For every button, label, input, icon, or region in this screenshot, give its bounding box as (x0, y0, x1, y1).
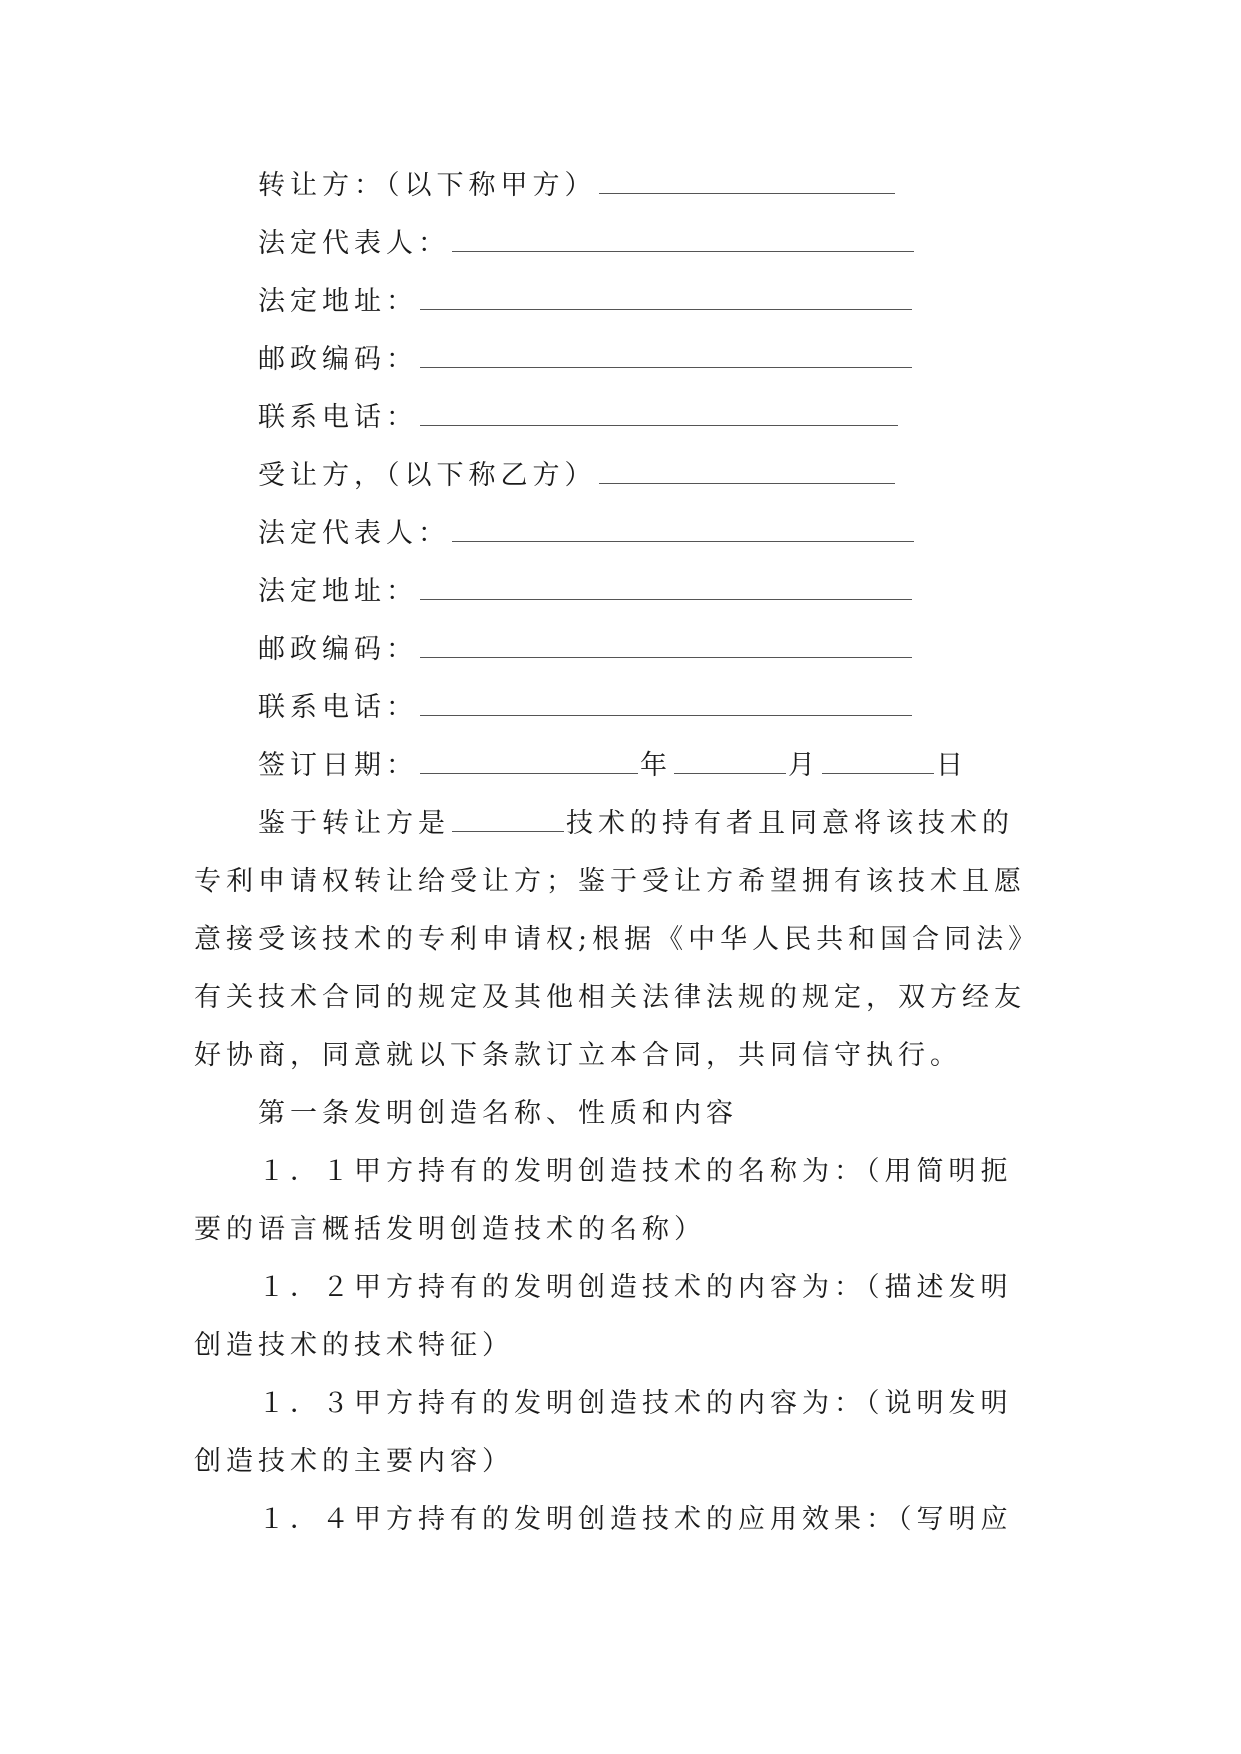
clause-1-4-line-1: １．４甲方持有的发明创造技术的应用效果：（写明应 (258, 1504, 1013, 1535)
rep1-field (258, 224, 916, 264)
rep2-label: 法定代表人： (258, 518, 450, 549)
addr1-blank[interactable] (420, 283, 912, 310)
rep2-blank[interactable] (452, 515, 914, 542)
year-label: 年 (640, 750, 672, 781)
month-label: 月 (788, 750, 820, 781)
addr1-label: 法定地址： (258, 286, 418, 317)
zip1-blank[interactable] (420, 341, 912, 368)
month-blank[interactable] (674, 747, 786, 774)
day-blank[interactable] (822, 747, 934, 774)
addr1-field (258, 282, 914, 322)
addr2-field (258, 572, 914, 612)
tel2-blank[interactable] (420, 689, 912, 716)
rep2-field (258, 514, 916, 554)
rep1-blank[interactable] (452, 225, 914, 252)
transferor-label: 转让方：（以下称甲方） (258, 170, 597, 201)
transferee-label: 受让方，（以下称乙方） (258, 460, 597, 491)
transferee-blank[interactable] (599, 457, 895, 484)
transferor-field (258, 166, 897, 206)
tel2-label: 联系电话： (258, 692, 418, 723)
zip2-field (258, 630, 914, 670)
zip2-blank[interactable] (420, 631, 912, 658)
preamble-line-2: 专利申请权转让给受让方；鉴于受让方希望拥有该技术且愿 (194, 866, 1026, 897)
preamble-line-4: 有关技术合同的规定及其他相关法律法规的规定，双方经友 (194, 982, 1026, 1013)
zip1-label: 邮政编码： (258, 344, 418, 375)
clause-1-3-line-1: １．３甲方持有的发明创造技术的内容为：（说明发明 (258, 1388, 1013, 1419)
article-1 (194, 1085, 1054, 1549)
preamble-text-b: 技术的持有者且同意将该技术的 (566, 808, 1014, 839)
tel1-label: 联系电话： (258, 402, 418, 433)
preamble-paragraph (194, 795, 1054, 1085)
transferee-field (258, 456, 897, 496)
preamble-line-1 (194, 795, 1054, 853)
preamble-line-5: 好协商，同意就以下条款订立本合同，共同信守执行。 (194, 1040, 962, 1071)
clause-1-1-line-1: １．１甲方持有的发明创造技术的名称为：（用简明扼 (258, 1156, 1013, 1187)
technology-blank[interactable] (452, 805, 564, 832)
clause-1-3-line-2: 创造技术的主要内容） (194, 1446, 514, 1477)
tel1-field (258, 398, 900, 438)
sign-date-field (258, 746, 968, 786)
addr2-blank[interactable] (420, 573, 912, 600)
tel2-field (258, 688, 914, 728)
article-1-title: 第一条发明创造名称、性质和内容 (258, 1098, 738, 1129)
preamble-text-a: 鉴于转让方是 (258, 808, 450, 839)
clause-1-2-line-2: 创造技术的技术特征） (194, 1330, 514, 1361)
zip1-field (258, 340, 914, 380)
addr2-label: 法定地址： (258, 576, 418, 607)
year-blank[interactable] (420, 747, 638, 774)
sign-date-label: 签订日期： (258, 750, 418, 781)
preamble-line-3: 意接受该技术的专利申请权;根据《中华人民共和国合同法》 (194, 924, 1041, 955)
tel1-blank[interactable] (420, 399, 898, 426)
clause-1-2-line-1: １．２甲方持有的发明创造技术的内容为：（描述发明 (258, 1272, 1013, 1303)
zip2-label: 邮政编码： (258, 634, 418, 665)
transferor-blank[interactable] (599, 167, 895, 194)
rep1-label: 法定代表人： (258, 228, 450, 259)
clause-1-1-line-2: 要的语言概括发明创造技术的名称） (194, 1214, 706, 1245)
day-label: 日 (936, 750, 968, 781)
